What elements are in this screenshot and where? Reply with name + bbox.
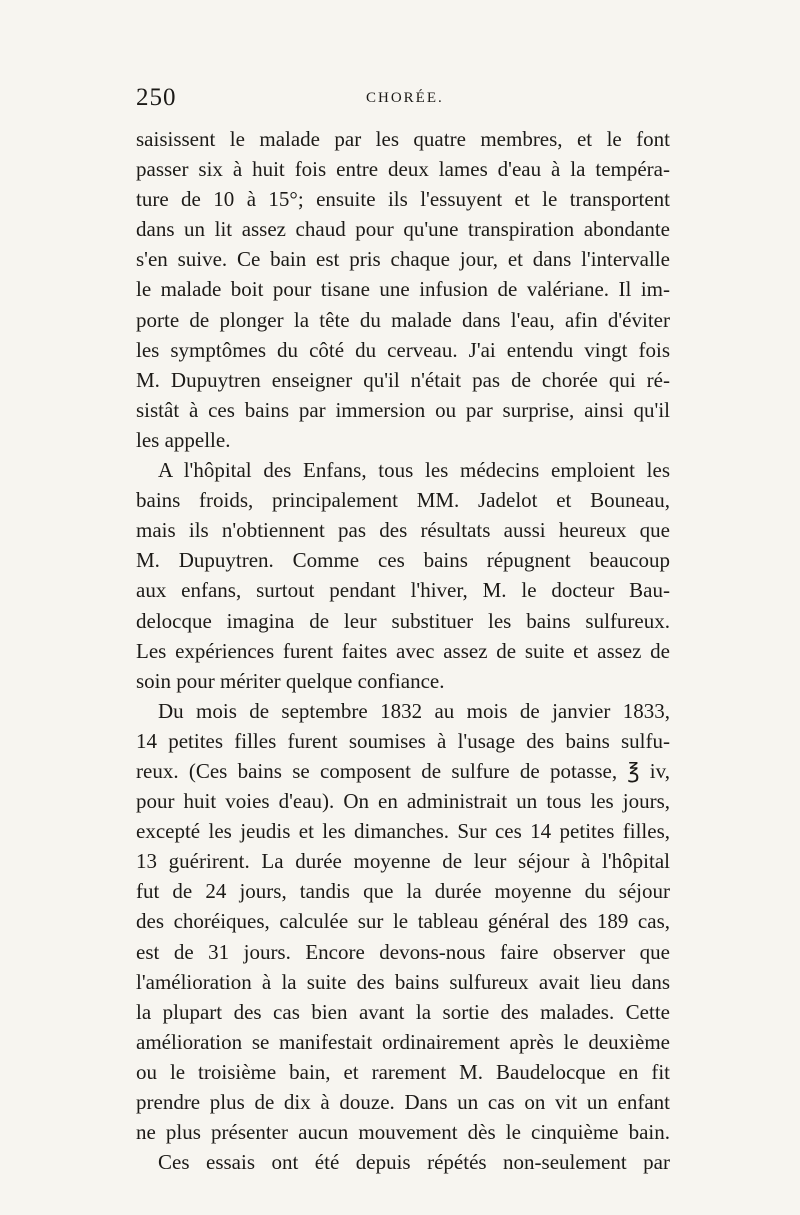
text-line: porte de plonger la tête du malade dans l'eau, afin d'éviter [136, 307, 670, 332]
text-line: les appelle. [136, 427, 231, 452]
text-line: le malade boit pour tisane une infusion de valériane. Il im- [136, 277, 670, 302]
text-line: Les expériences furent faites avec assez de suite et assez de [136, 638, 670, 663]
text-line: la plupart des cas bien avant la sortie des malades. Cette [136, 999, 670, 1024]
text-line: fut de 24 jours, tandis que la durée moyenne du séjour [136, 879, 670, 904]
text-line: bains froids, principalement MM. Jadelot et Bouneau, [136, 488, 670, 513]
text-line: dans un lit assez chaud pour qu'une transpiration abondante [136, 217, 670, 242]
page-header [136, 84, 670, 116]
text-line: ture de 10 à 15°; ensuite ils l'essuyent et le transportent [136, 187, 670, 212]
text-line: soin pour mériter quelque confiance. [136, 668, 445, 693]
running-head: CHORÉE. [366, 90, 444, 106]
text-line: excepté les jeudis et les dimanches. Sur ces 14 petites filles, [136, 819, 670, 844]
body-text [136, 124, 670, 1177]
text-line: sistât à ces bains par immersion ou par surprise, ainsi qu'il [136, 397, 670, 422]
text-line: saisissent le malade par les quatre membres, et le font [136, 127, 670, 151]
text-line: Du mois de septembre 1832 au mois de janvier 1833, [158, 698, 670, 723]
page-number: 250 [136, 84, 177, 111]
text-line: amélioration se manifestait ordinairement après le deuxième [136, 1029, 670, 1054]
text-line: passer six à huit fois entre deux lames d'eau à la tempéra- [136, 157, 670, 182]
text-line: prendre plus de dix à douze. Dans un cas on vit un enfant [136, 1090, 670, 1114]
text-line: reux. (Ces bains se composent de sulfure de potasse, ℥ iv, [136, 758, 670, 783]
text-line: M. Dupuytren. Comme ces bains répugnent beaucoup [136, 548, 670, 573]
text-line: 14 petites filles furent soumises à l'usage des bains sulfu- [136, 728, 670, 753]
text-line: l'amélioration à la suite des bains sulfureux avait lieu dans [136, 969, 670, 994]
text-line: pour huit voies d'eau). On en administrait un tous les jours, [136, 789, 670, 814]
text-line: ou le troisième bain, et rarement M. Baudelocque en fit [136, 1059, 670, 1084]
text-line: est de 31 jours. Encore devons-nous faire observer que [136, 939, 670, 964]
text-line: ne plus présenter aucun mouvement dès le cinquième bain. [136, 1120, 670, 1145]
text-line: les symptômes du côté du cerveau. J'ai entendu vingt fois [136, 337, 670, 362]
text-line: aux enfans, surtout pendant l'hiver, M. le docteur Bau- [136, 578, 670, 603]
text-line: mais ils n'obtiennent pas des résultats aussi heureux que [136, 518, 670, 543]
text-line: des choréiques, calculée sur le tableau général des 189 cas, [136, 909, 670, 934]
text-line: 13 guérirent. La durée moyenne de leur séjour à l'hôpital [136, 849, 670, 874]
text-line: delocque imagina de leur substituer les bains sulfureux. [136, 608, 670, 633]
text-line: s'en suive. Ce bain est pris chaque jour, et dans l'intervalle [136, 247, 670, 272]
text-line: A l'hôpital des Enfans, tous les médecins emploient les [158, 458, 670, 483]
text-line: M. Dupuytren enseigner qu'il n'était pas de chorée qui ré- [136, 367, 670, 392]
text-line: Ces essais ont été depuis répétés non-seulement par [158, 1150, 670, 1175]
